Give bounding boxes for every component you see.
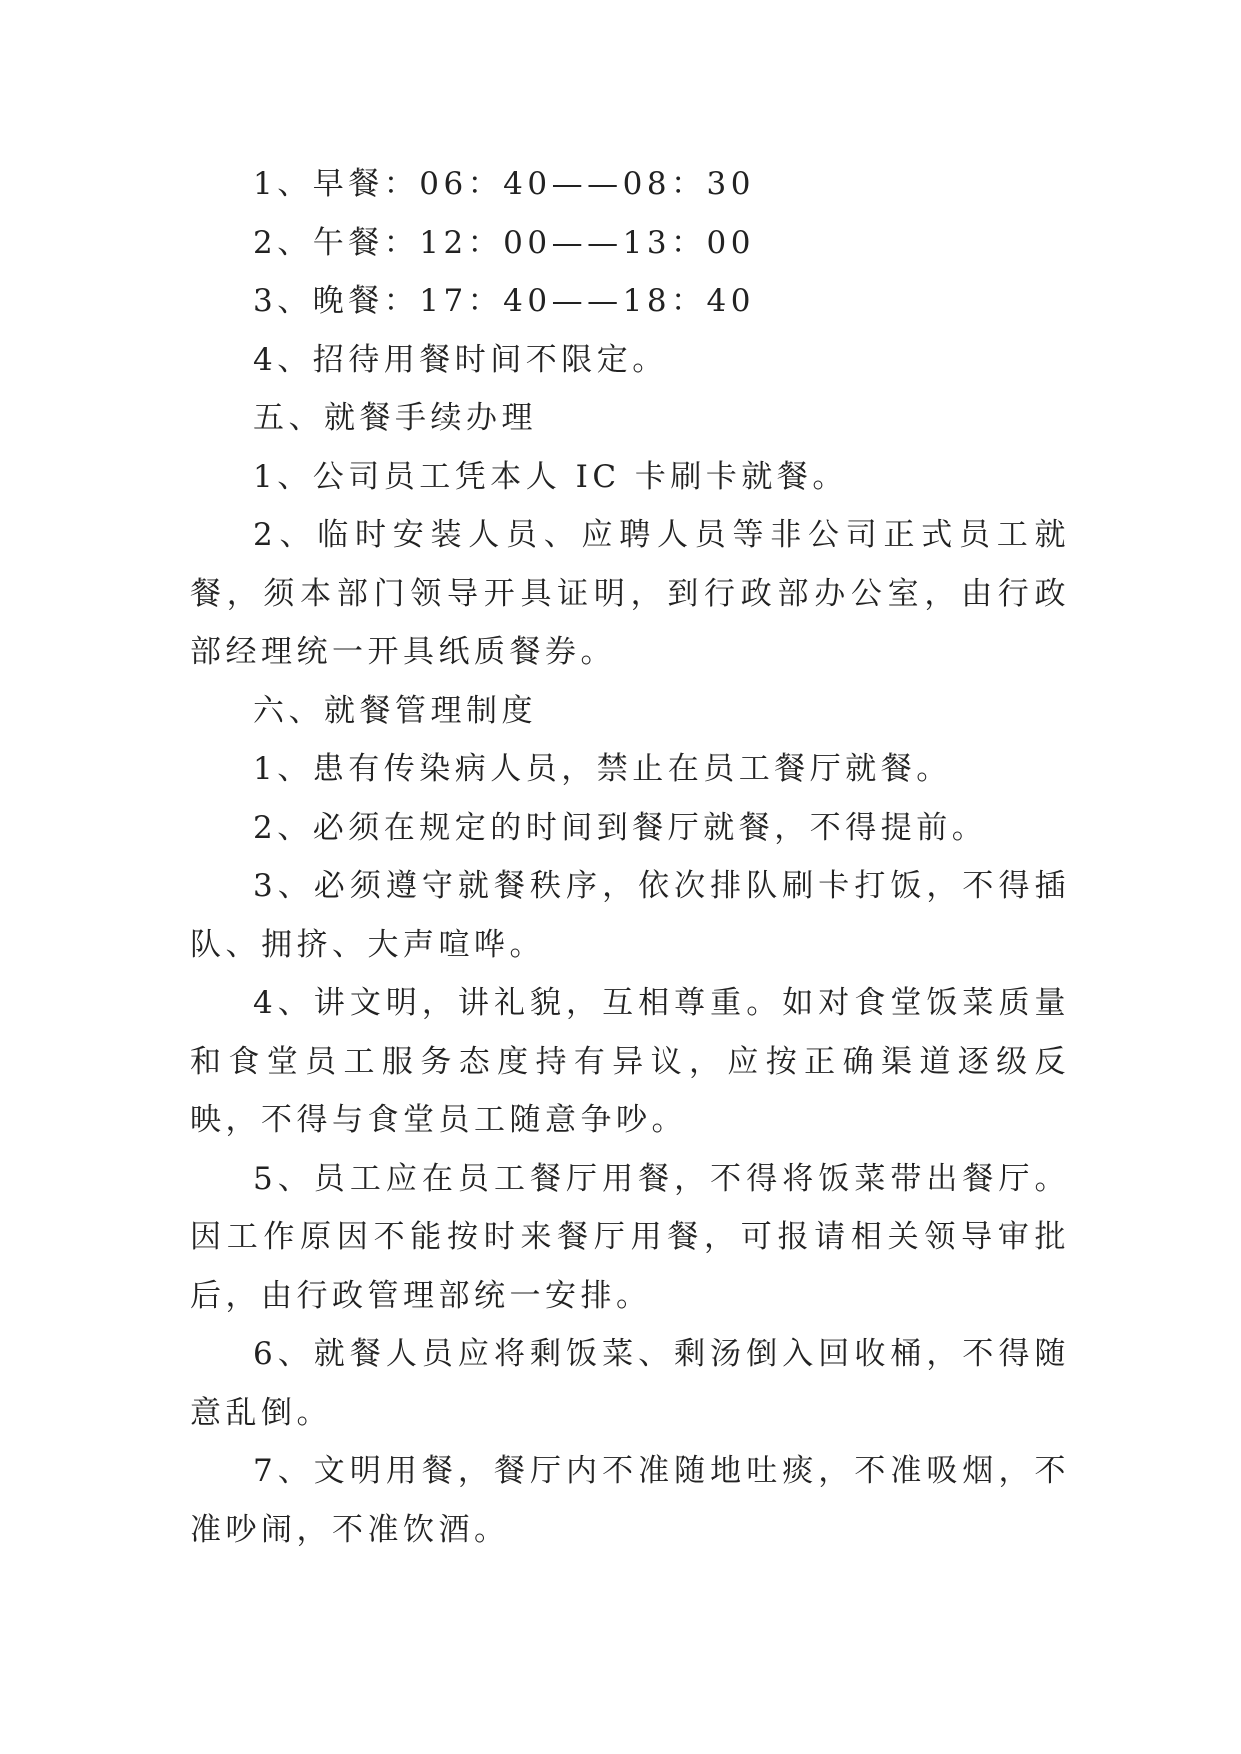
meal-time-dinner: 3、晚餐：17：40——18：40 — [253, 283, 756, 319]
rule-item-6: 6、就餐人员应将剩饭菜、剩汤倒入回收桶，不得随意乱倒。 — [190, 1336, 1070, 1431]
rule-item-7: 7、文明用餐，餐厅内不准随地吐痰，不准吸烟，不准吵闹，不准饮酒。 — [190, 1453, 1070, 1548]
rule-item-2: 2、必须在规定的时间到餐厅就餐，不得提前。 — [253, 809, 988, 846]
document-body — [190, 155, 1070, 1559]
rule-item-4: 4、讲文明，讲礼貌，互相尊重。如对食堂饭菜质量和食堂员工服务态度持有异议，应按正确渠道逐级反映，不得与食堂员工随意争吵。 — [190, 985, 1070, 1138]
procedure-item-1: 1、公司员工凭本人 IC 卡刷卡就餐。 — [253, 458, 848, 495]
meal-time-lunch: 2、午餐：12：00——13：00 — [253, 224, 756, 261]
section-heading-rules: 六、就餐管理制度 — [253, 692, 537, 729]
rule-item-1: 1、患有传染病人员，禁止在员工餐厅就餐。 — [253, 751, 952, 787]
procedure-item-2: 2、临时安装人员、应聘人员等非公司正式员工就餐，须本部门领导开具证明，到行政部办公室，由行政部经理统一开具纸质餐券。 — [190, 517, 1070, 670]
meal-time-breakfast: 1、早餐：06：40——08：30 — [253, 166, 756, 202]
rule-item-3: 3、必须遵守就餐秩序，依次排队刷卡打饭，不得插队、拥挤、大声喧哗。 — [190, 868, 1070, 963]
meal-time-reception: 4、招待用餐时间不限定。 — [253, 341, 668, 378]
section-heading-procedures: 五、就餐手续办理 — [253, 400, 537, 436]
rule-item-5: 5、员工应在员工餐厅用餐，不得将饭菜带出餐厅。因工作原因不能按时来餐厅用餐，可报请相关领导审批后，由行政管理部统一安排。 — [190, 1160, 1070, 1314]
